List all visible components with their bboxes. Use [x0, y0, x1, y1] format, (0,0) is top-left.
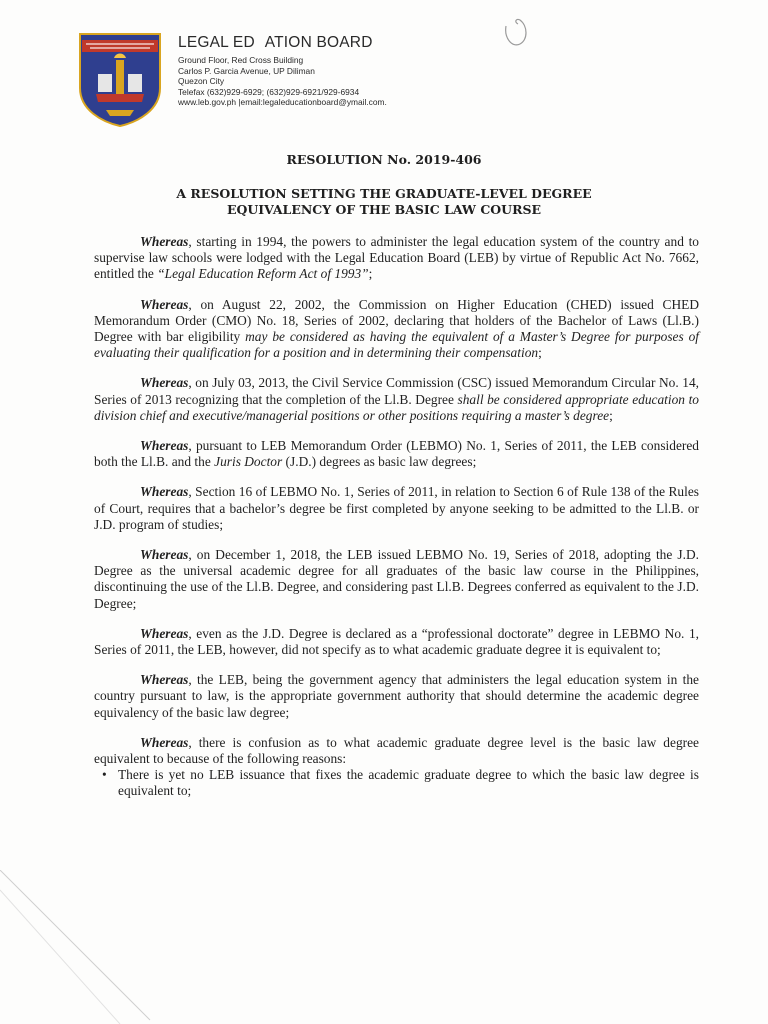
clause-text: , even as the J.D. Degree is declared as a “professional doctorate” degree in LEBMO No. 1, Series of 2011, the LEB, however, did not specify as to what academic graduate degree it is equivalent to;	[94, 625, 699, 658]
pen-scribble-mark	[498, 14, 538, 54]
legal-education-board-seal	[76, 30, 164, 128]
whereas-label: Whereas	[140, 672, 189, 688]
clause-emphasis: may be considered as having the equivalent of a Master’s Degree for purposes of evaluating their qualification for a position and in determining their compensation	[94, 329, 699, 361]
website-email-line: www.leb.gov.ph |email:legaleducationboard@ymail.com.	[178, 97, 387, 108]
whereas-label: Whereas	[140, 734, 189, 750]
whereas-clause	[94, 672, 699, 721]
clause-text: , on July 03, 2013, the Civil Service Commission (CSC) issued Memorandum Circular No. 14, Series of 2013 recognizing that the completion of the Ll.B. Degree	[94, 375, 699, 407]
clause-text: , there is confusion as to what academic graduate degree level is the basic law degree equivalent to because of the following reasons:	[94, 734, 699, 767]
clause-text: ;	[368, 266, 373, 282]
title-line: EQUIVALENCY OF THE BASIC LAW COURSE	[226, 202, 542, 217]
whereas-clause	[94, 375, 699, 424]
clause-emphasis: Juris Doctor	[214, 454, 283, 470]
list-item: • There is yet no LEB issuance that fixes the academic graduate degree to which the basic law degree is equivalent to;	[118, 767, 699, 799]
address-line: Carlos P. Garcia Avenue, UP Diliman	[178, 65, 315, 76]
resolution-body	[94, 234, 699, 800]
whereas-label: Whereas	[140, 438, 189, 454]
letterhead	[178, 34, 387, 108]
resolution-title	[0, 186, 768, 218]
clause-text: , on December 1, 2018, the LEB issued LEBMO No. 19, Series of 2018, adopting the J.D. Degree as the universal academic degree for all graduates of the basic law course in the Philippines, discontinuing the use of the Ll.B. Degree, and considering past Ll.B. Degrees conferred as equivalent to the J.D. Degree;	[94, 547, 699, 611]
clause-text: , on August 22, 2002, the Commission on Higher Education (CHED) issued CHED Memorandum Order (CMO) No. 18, Series of 2002, declaring that holders of the Bachelor of Laws (Ll.B.) Degree with bar eligibility	[94, 296, 699, 345]
title-line: A RESOLUTION SETTING THE GRADUATE-LEVEL DEGREE	[176, 186, 592, 201]
whereas-clause	[94, 547, 699, 612]
whereas-label: Whereas	[140, 547, 189, 563]
whereas-label: Whereas	[140, 484, 189, 500]
organization-name: LEGAL ED ATION BOARD	[178, 34, 373, 51]
clause-text: , pursuant to LEB Memorandum Order (LEBMO) No. 1, Series of 2011, the LEB considered both the Ll.B. and the	[94, 438, 699, 470]
whereas-clause	[94, 735, 699, 767]
clause-text: , starting in 1994, the powers to administer the legal education system of the country and to supervise law schools were lodged with the Legal Education Board (LEB) by virtue of Republic Act No. 7662, entitled the	[94, 234, 699, 282]
clause-text: ;	[538, 345, 542, 361]
whereas-label: Whereas	[140, 625, 189, 641]
whereas-clause	[94, 626, 699, 658]
clause-text: ;	[609, 407, 613, 423]
whereas-clause	[94, 484, 699, 533]
clause-text: (J.D.) degrees as basic law degrees;	[282, 454, 477, 470]
clause-emphasis: shall be considered appropriate education to division chief and executive/managerial positions or other positions requiring a master’s degree	[94, 391, 699, 423]
clause-emphasis: “Legal Education Reform Act of 1993”	[157, 266, 369, 282]
reasons-list	[94, 767, 699, 799]
address-line: Quezon City	[178, 76, 225, 87]
address-line: Ground Floor, Red Cross Building	[178, 55, 304, 65]
whereas-label: Whereas	[140, 296, 189, 312]
telefax-line: Telefax (632)929-6929; (632)929-6921/929-6934	[178, 86, 360, 97]
whereas-clause	[94, 438, 699, 470]
page-corner-fold	[0, 870, 160, 1024]
whereas-label: Whereas	[140, 234, 189, 249]
clause-text: , Section 16 of LEBMO No. 1, Series of 2011, in relation to Section 6 of Rule 138 of the Rules of Court, requires that a bachelor’s degree be first completed by anyone seeking to be admitted to the Ll.B. or J.D. program of studies;	[94, 484, 699, 532]
whereas-label: Whereas	[140, 375, 189, 391]
clause-text: , the LEB, being the government agency that administers the legal education system in the country pursuant to law, is the appropriate government authority that should determine the academic degree equivalency of the basic law degree;	[94, 672, 699, 720]
whereas-clause	[94, 297, 699, 362]
resolution-number: RESOLUTION No. 2019-406	[286, 152, 482, 167]
whereas-clause	[94, 234, 699, 283]
